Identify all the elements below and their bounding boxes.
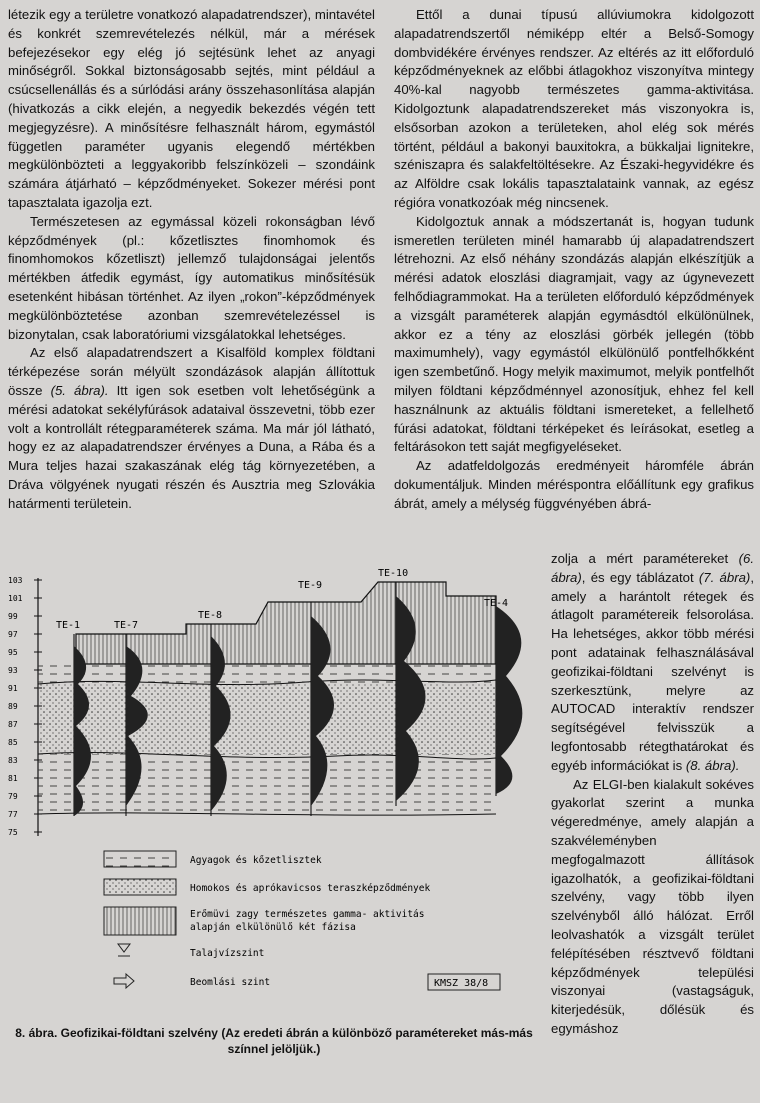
y-tick-label: 93	[8, 666, 18, 675]
y-tick-label: 77	[8, 810, 18, 819]
probe-label-te9: TE-9	[298, 580, 323, 591]
y-tick-label: 101	[8, 594, 23, 603]
legend-ash-label-1: Erőmüvi zagy természetes gamma- aktivitás	[190, 909, 425, 920]
probe-label-te7: TE-7	[114, 620, 139, 631]
legend-sand-label: Homokos és aprókavicsos teraszképződmények	[190, 883, 431, 894]
y-tick-label: 103	[8, 576, 23, 585]
ash-fill-layer	[76, 582, 496, 664]
right-column	[394, 6, 754, 514]
sand-layer	[38, 684, 496, 754]
section-drawing	[6, 566, 546, 1021]
y-tick-label: 87	[8, 720, 18, 729]
figure-8-reference: (8. ábra).	[685, 757, 740, 773]
left-paragraph-3	[8, 344, 375, 513]
narrow-text-3: , amely a harántolt rétegek és átlagolt paramétereik felsorolása. Ha lehetséges, akkor több mérési pont adatainak felhasználásával geofizikai-földtani szelvényt is szerkesztünk, melyre az AUTOCAD interaktív rendszer segítségével felvisszük a legfontosabb rétegthatárokat és egyéb információkat is	[551, 569, 754, 773]
legend-ash-label-2: alapján elkülönülő két fázisa	[190, 922, 356, 933]
left-paragraph-2: Természetesen az egymással közeli rokonságban lévő képződmények (pl.: kőzetlisztes finomhomok és finomhomokos kőzetliszt) jellemző tulajdonságai jelentős mértékben átfedik egymást, így automatikus minősítésük esetenként hibásan történhet. Az ilyen „rokon”-képződmények megkülönböztetése azonban szemrevételezéssel is bizonytalan, csak laboratóriumi vizsgálatokkal lehetséges.	[8, 213, 375, 342]
left-paragraph-3-b: Itt igen sok esetben volt lehetőségünk a mérési adatokat sekélyfúrások adataival összevetni, több ezer volt a kontrollált rétegparaméterek száma. Ma már jól látható, hogy ez az alapadatrendszer érvényes a Duna, a Rába és a Mura teljes hazai szakaszának elég tág környezetében, a Dráva völgyének nyugati részén és Ausztria meg Szlovákia határmenti területein.	[8, 382, 375, 511]
y-tick-label: 89	[8, 702, 18, 711]
y-tick-label: 81	[8, 774, 18, 783]
figure-5-reference: (5. ábra).	[50, 382, 109, 398]
y-axis-ticks	[8, 576, 42, 837]
legend-clay-swatch	[104, 851, 176, 867]
y-tick-label: 75	[8, 828, 18, 837]
left-paragraph-3-a: Az első alapadatrendszert a Kisalföld komplex földtani térképezése során mélyült szondázások alapján állítottuk össze	[8, 345, 375, 398]
narrow-text-2: , és egy táblázatot	[581, 569, 699, 585]
legend-water-label: Talajvízszint	[190, 948, 265, 959]
stamp-label: KMSZ 38/8	[434, 978, 489, 989]
probe-label-te1: TE-1	[56, 620, 81, 631]
figure-7-reference: (7. ábra)	[698, 569, 751, 585]
left-paragraph-1: létezik egy a területre vonatkozó alapadatrendszer), mintavétel és konkrét szemrevételezés nélkül, már a mérések befejezésekor egy elég jó sejtésünk lehet az anyagi minőségről. Sokkal biztonságosabb sejtés, mint például a csúcsellenállás és a súrlódási arány összehasonlítása alapján (hivatkozás a cikk elején, a negyedik bekezdés végén tett megjegyzésre). A minősítésre felhasznált három, egymástól független paraméter ugyanis elegendő mértékben megkülönbözteti a leggyakoribb felszínközeli – szondáink számára átjárható – képződményeket. Sokezer mérési pont tapasztalata igazolja ezt.	[8, 7, 375, 210]
collapse-arrow-icon	[114, 974, 134, 988]
y-tick-label: 85	[8, 738, 18, 747]
y-tick-label: 97	[8, 630, 18, 639]
figure-caption: 8. ábra. Geofizikai-földtani szelvény (Az eredeti ábrán a különböző paramétereket más-más színnel jelöljük.)	[15, 1026, 533, 1056]
y-tick-label: 95	[8, 648, 18, 657]
legend-clay-label: Agyagok és kőzetlisztek	[190, 855, 322, 866]
probe-label-te10: TE-10	[378, 568, 409, 579]
narrow-text-1: zolja a mért paramétereket	[551, 551, 739, 566]
legend-ash-swatch	[104, 907, 176, 935]
right-paragraph-1: Ettől a dunai típusú allúviumokra kidolgozott alapadatrendszertől némiképp eltér a Belső-Somogy dombvidékére érvényes rendszer. Az eltérés az itt előforduló képződményeknek az előbbi átlagokhoz viszonyítva mintegy 40%-kal nagyobb természetes gamma-aktivitása. Kidolgoztunk alapadatrendszereket más viszonyokra is, elsősorban azokon a területeken, ahol elég sok mérés történt, például a bakonyi bauxitokra, a bükkaljai lignitekre, széniszapra és salakfeltöltésekre. Az Északi-hegyvidékre és az Alföldre csak lokális tapasztalataink vannak, az egész régióra vonatkozóak még nincsenek.	[394, 7, 754, 210]
probe-label-te8: TE-8	[198, 610, 223, 621]
left-column	[8, 6, 375, 514]
y-tick-label: 79	[8, 792, 18, 801]
legend-sand-swatch	[104, 879, 176, 895]
y-tick-label: 91	[8, 684, 18, 693]
narrow-paragraph-1	[551, 550, 754, 776]
figure-6-reference: (6. ábra)	[551, 551, 754, 585]
probe-label-te4: TE-4	[484, 598, 509, 609]
legend-collapse-label: Beomlási szint	[190, 977, 271, 988]
geophysical-section-figure	[6, 566, 546, 1021]
y-tick-label: 99	[8, 612, 18, 621]
right-paragraph-3: Az adatfeldolgozás eredményeit háromféle ábrán dokumentáljuk. Minden méréspontra előállítunk egy grafikus ábrát, amely a mélység függvényében ábrá-	[394, 458, 754, 511]
water-level-icon	[118, 944, 130, 956]
right-paragraph-2: Kidolgoztuk annak a módszertanát is, hogyan tudunk ismeretlen területen minél hamarabb új alapadatrendszert létrehozni. Az első néhány szondázás alapján elkészítjük a mérési adatok eloszlási diagramjait, vagy az úgynevezett felhődiagrammokat. Ha a területen előforduló képződmények a vizsgált paraméterek alapján egymásdtól elkülönülnek, akkor ez a tény az eloszlási görbék jellegén (több maximumhely), vagy egymástól elkülönülő pontfelhőkként igen szembetűnő. Hogy melyik maximumot, melyik pontfelhőt milyen földtani képződménnyel azonosítjuk, ehhez fel kell használnunk az aktuális földtani ismereteket, a fellelhető fúrási adatokat, földtani térképeket és leírásokat, esetleg a feltárásokon tett saját megfigyeléseket.	[394, 213, 754, 455]
narrow-paragraph-2: Az ELGI-ben kialakult sokéves gyakorlat szerint a munka végeredménye, amely alapján a szakvéleményben megfogalmazott állítások igazolhatók, a geofizikai-földtani szelvény, vagy több ilyen szelvényből álló hálózat. Erről leolvashatók a vizsgált terület felépítésében résztvevő földtani képződmények települési viszonyai (vastagságuk, kiterjedésük, dőlésük és egymáshoz	[551, 776, 754, 1036]
y-tick-label: 83	[8, 756, 18, 765]
lower-clay-layer	[38, 754, 496, 814]
narrow-column	[551, 550, 754, 1039]
